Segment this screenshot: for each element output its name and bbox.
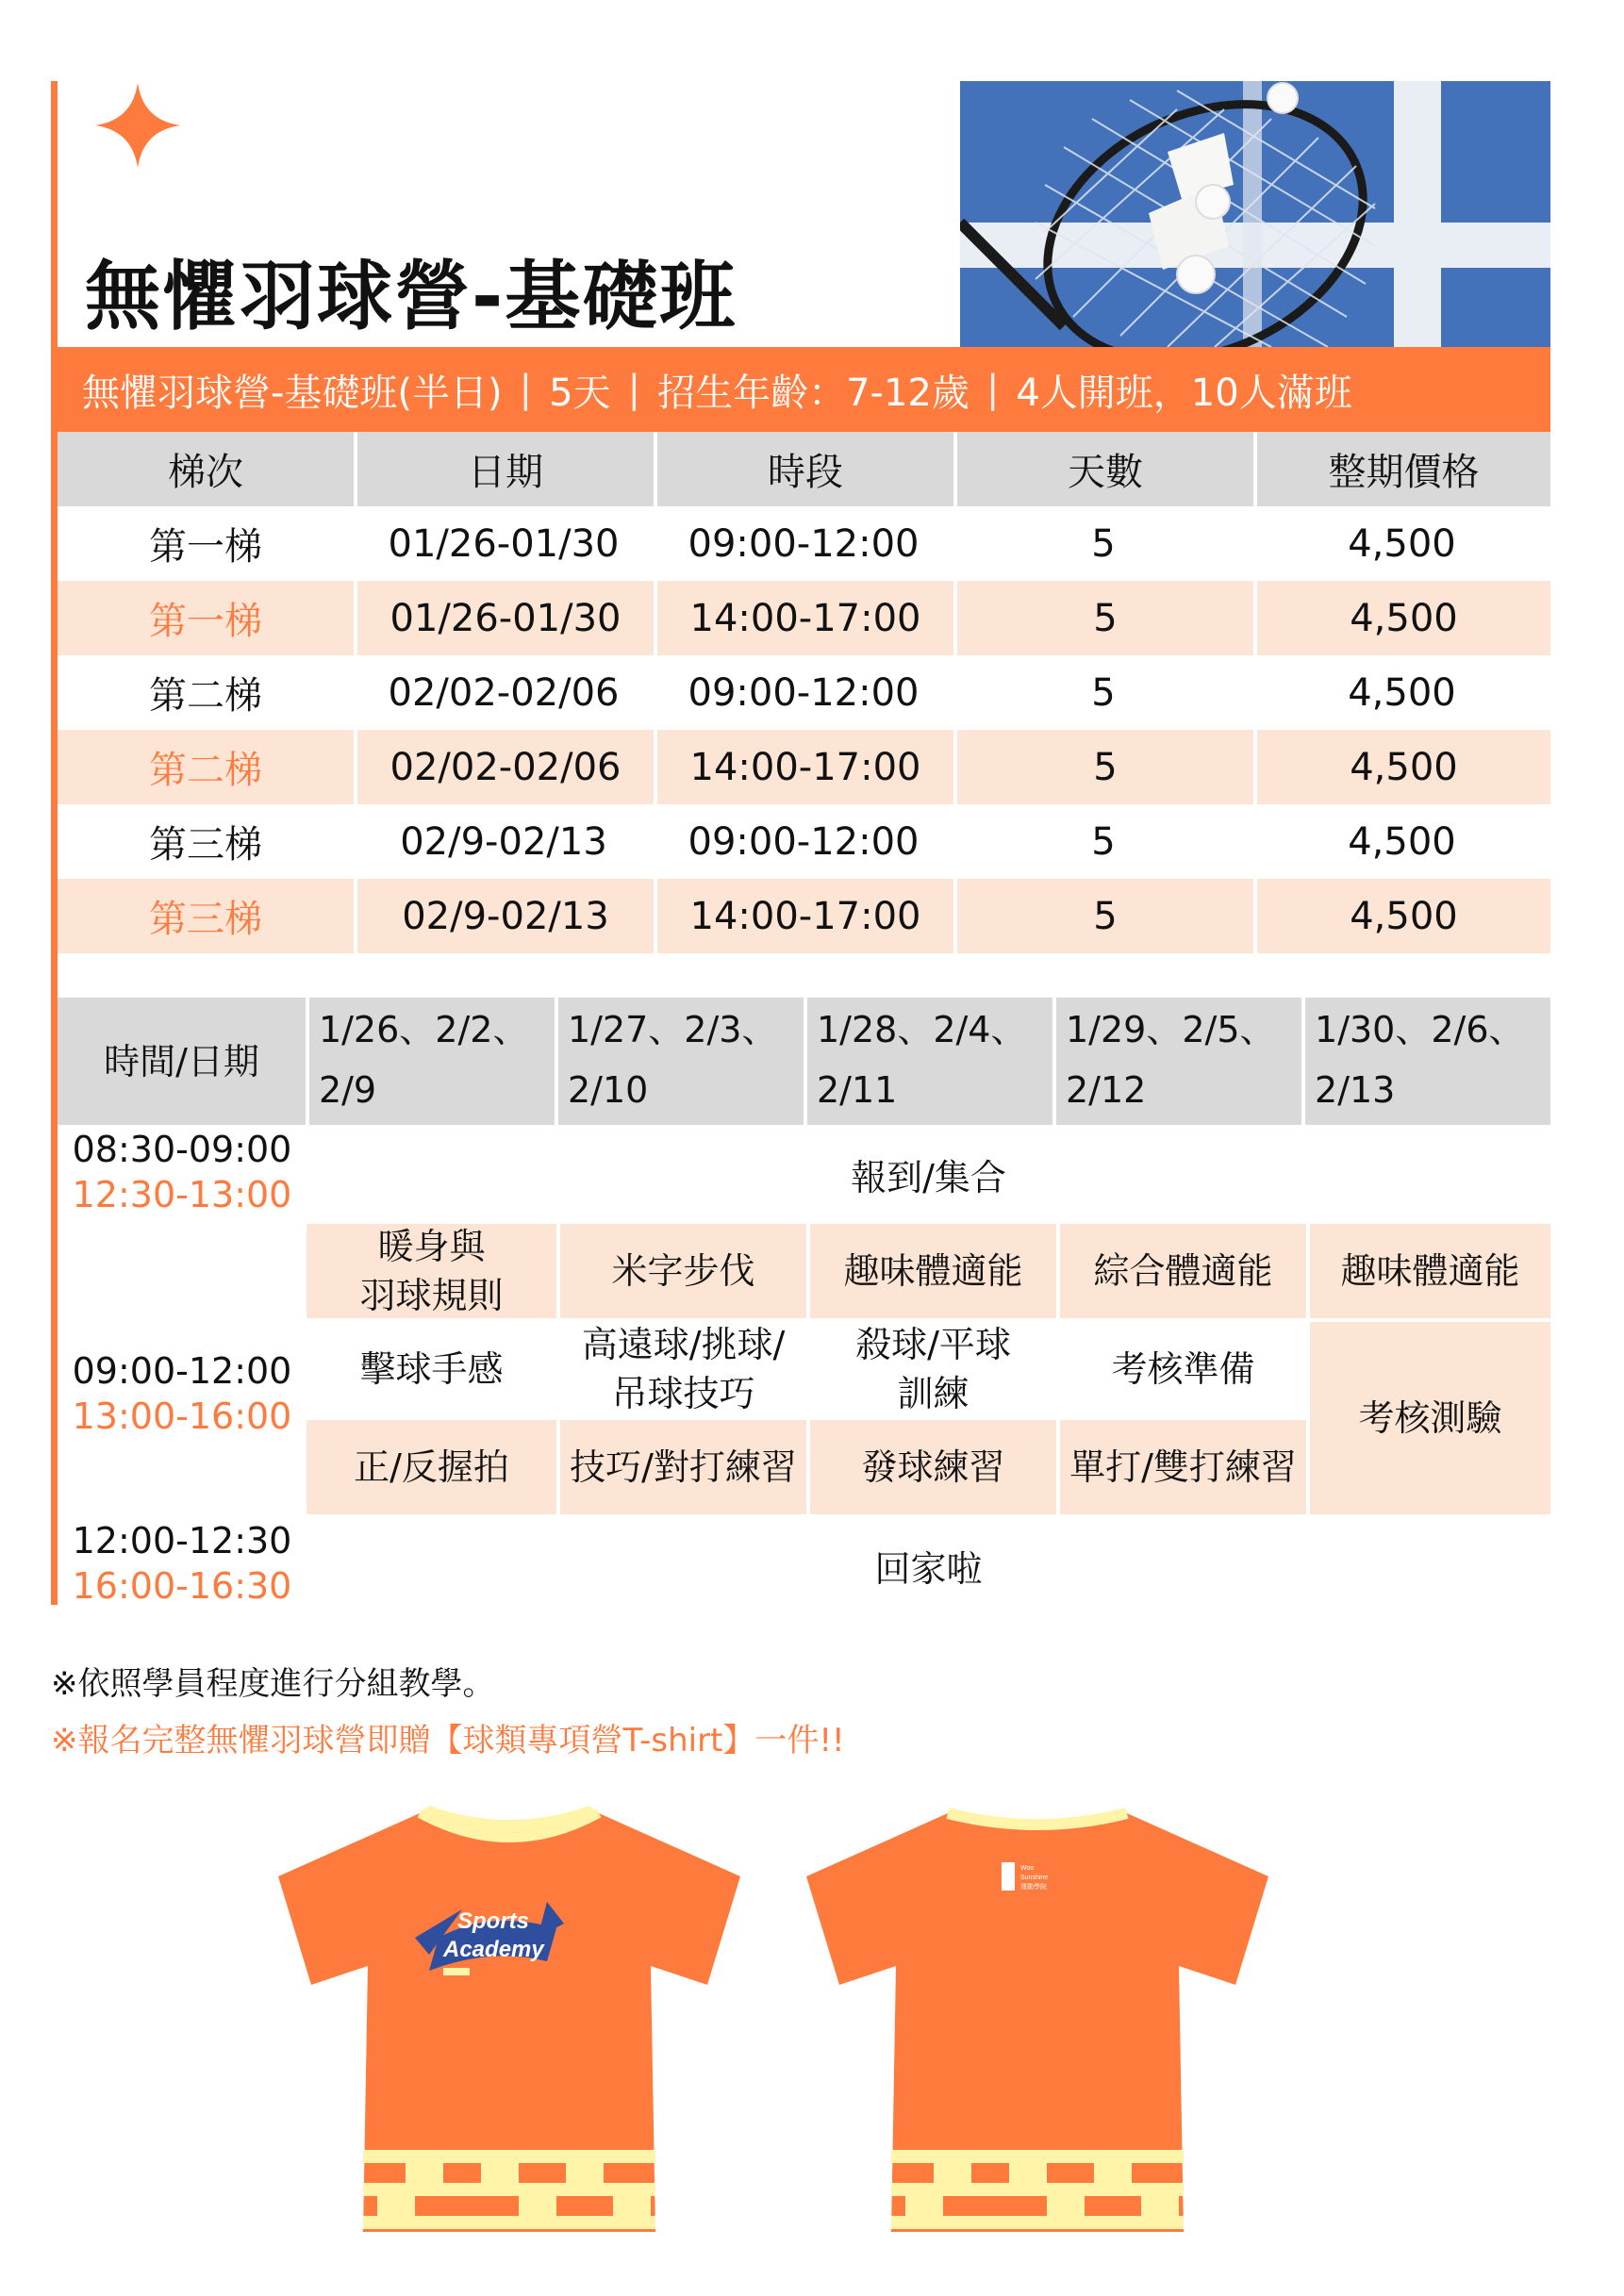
table-row <box>58 655 1550 730</box>
dismiss-time-pm: 16:00-16:30 <box>72 1565 292 1607</box>
schedule-table <box>58 432 1550 953</box>
days-cell: 5 <box>1091 670 1116 715</box>
batch-cell: 第二梯 <box>149 674 262 718</box>
dismiss-time <box>58 1518 307 1612</box>
activity-cell: 單打/雙打練習 <box>1060 1420 1306 1514</box>
banner-age: 招生年齡：7-12歲 <box>657 371 969 415</box>
banner-separator: | <box>986 368 1000 411</box>
activity-cell: 米字步伐 <box>560 1224 806 1318</box>
days-cell: 5 <box>1091 819 1116 864</box>
days-cell: 5 <box>953 879 1253 953</box>
table-row <box>58 506 1550 581</box>
checkin-time <box>58 1127 307 1221</box>
banner-separator: | <box>627 368 641 411</box>
header-day-3: 1/28、2/4、 2/11 <box>804 998 1052 1125</box>
activity-cell: 綜合體適能 <box>1060 1224 1306 1318</box>
table-row <box>58 804 1550 879</box>
price-cell: 4,500 <box>1348 819 1456 864</box>
activity-cell: 趣味體適能 <box>810 1224 1056 1318</box>
header-time: 時段 <box>654 432 953 506</box>
header-price: 整期價格 <box>1253 432 1550 506</box>
accent-bar <box>51 81 58 1605</box>
main-time-am: 09:00-12:00 <box>72 1350 292 1392</box>
table-row <box>58 730 1550 804</box>
batch-cell: 第一梯 <box>149 600 262 643</box>
time-cell: 09:00-12:00 <box>688 521 920 566</box>
activity-cell: 發球練習 <box>810 1420 1056 1514</box>
date-cell: 01/26-01/30 <box>388 521 620 566</box>
hero-photo <box>960 81 1550 347</box>
time-cell: 14:00-17:00 <box>654 879 953 953</box>
back-logo-line2: Sunshine <box>1020 1875 1049 1881</box>
main-time-pm: 13:00-16:00 <box>72 1396 292 1437</box>
date-cell: 02/9-02/13 <box>400 819 607 864</box>
batch-cell: 第一梯 <box>149 525 262 569</box>
main-time <box>58 1224 307 1563</box>
date-cell: 02/02-02/06 <box>354 730 654 804</box>
front-logo-line2: Academy <box>443 1937 544 1962</box>
date-cell: 02/02-02/06 <box>388 670 620 715</box>
activity-cell: 暖身與 羽球規則 <box>307 1224 556 1318</box>
price-cell: 4,500 <box>1253 581 1550 655</box>
activity-cell: 高遠球/挑球/ 吊球技巧 <box>560 1322 806 1416</box>
activity-cell: 殺球/平球 訓練 <box>810 1322 1056 1416</box>
table-row <box>58 581 1550 655</box>
note-grouping: ※依照學員程度進行分組教學。 <box>51 1665 495 1703</box>
batch-cell: 第二梯 <box>149 749 262 792</box>
back-logo-line3: 運動學院 <box>1020 1884 1047 1891</box>
header-day-1: 1/26、2/2、 2/9 <box>306 998 555 1125</box>
batch-cell: 第三梯 <box>149 898 262 941</box>
diamond-icon <box>93 81 182 170</box>
back-logo-line1: Woo <box>1020 1865 1035 1872</box>
checkin-label: 報到/集合 <box>851 1156 1006 1198</box>
activity-cell: 考核準備 <box>1060 1322 1306 1416</box>
daily-schedule-table <box>58 998 1550 1611</box>
days-cell: 5 <box>953 730 1253 804</box>
header-day-4: 1/29、2/5、 2/12 <box>1052 998 1301 1125</box>
time-cell: 09:00-12:00 <box>688 819 920 864</box>
banner-separator: | <box>519 368 533 411</box>
header-time-date: 時間/日期 <box>58 998 306 1125</box>
date-cell: 01/26-01/30 <box>354 581 654 655</box>
time-cell: 14:00-17:00 <box>654 730 953 804</box>
header-batch: 梯次 <box>58 432 354 506</box>
header-date: 日期 <box>354 432 654 506</box>
front-logo-line1: Sports <box>457 1908 530 1934</box>
checkin-time-pm: 12:30-13:00 <box>72 1174 292 1215</box>
header-day-2: 1/27、2/3、 2/10 <box>555 998 804 1125</box>
banner-capacity: 4人開班，10人滿班 <box>1016 371 1352 415</box>
daily-header-row <box>58 998 1550 1125</box>
price-cell: 4,500 <box>1253 730 1550 804</box>
time-cell: 14:00-17:00 <box>654 581 953 655</box>
dismiss-label: 回家啦 <box>874 1547 983 1590</box>
tshirt-back-image <box>792 1796 1283 2239</box>
note-gift: ※報名完整無懼羽球營即贈【球類專項營T-shirt】一件!! <box>51 1722 845 1759</box>
price-cell: 4,500 <box>1348 670 1456 715</box>
time-cell: 09:00-12:00 <box>688 670 920 715</box>
dismiss-time-am: 12:00-12:30 <box>72 1520 292 1561</box>
table-header-row <box>58 432 1550 506</box>
date-cell: 02/9-02/13 <box>354 879 654 953</box>
checkin-time-am: 08:30-09:00 <box>72 1129 292 1170</box>
banner-course: 無懼羽球營-基礎班(半日) <box>82 371 503 415</box>
header-days: 天數 <box>953 432 1253 506</box>
banner-days: 5天 <box>549 371 611 415</box>
days-cell: 5 <box>953 581 1253 655</box>
activity-cell: 趣味體適能 <box>1310 1224 1550 1318</box>
page-title: 無懼羽球營-基礎班 <box>85 253 737 340</box>
activity-cell: 技巧/對打練習 <box>560 1420 806 1514</box>
table-row <box>58 879 1550 953</box>
activity-cell: 正/反握拍 <box>307 1420 556 1514</box>
course-banner <box>58 347 1550 432</box>
price-cell: 4,500 <box>1253 879 1550 953</box>
activity-cell: 擊球手感 <box>307 1322 556 1416</box>
price-cell: 4,500 <box>1348 521 1456 566</box>
exam-cell: 考核測驗 <box>1310 1322 1550 1514</box>
batch-cell: 第三梯 <box>149 823 262 867</box>
days-cell: 5 <box>1091 521 1116 566</box>
header-day-5: 1/30、2/6、 2/13 <box>1301 998 1550 1125</box>
tshirt-front-image <box>264 1796 754 2239</box>
